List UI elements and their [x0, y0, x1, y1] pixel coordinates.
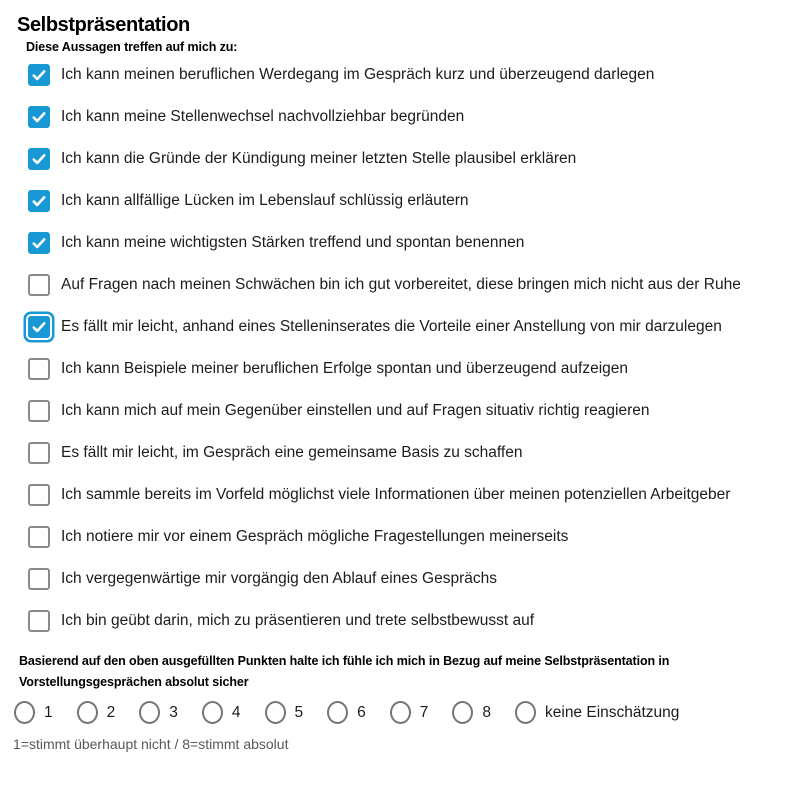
rating-option	[139, 701, 178, 724]
checklist-item	[28, 147, 775, 171]
checkbox[interactable]	[28, 484, 50, 506]
checkbox[interactable]	[28, 106, 50, 128]
checkbox[interactable]	[28, 610, 50, 632]
rating-option	[14, 701, 53, 724]
checklist-item-label: Ich notiere mir vor einem Gespräch mögliche Fragestellungen meinerseits	[61, 528, 569, 545]
checkbox[interactable]	[28, 442, 50, 464]
page-title: Selbstpräsentation	[17, 14, 190, 36]
radio-button[interactable]	[14, 701, 35, 724]
checklist-item	[28, 105, 775, 129]
checklist-item	[28, 189, 775, 213]
checkbox[interactable]	[28, 316, 50, 338]
checklist-item-label: Ich kann mich auf mein Gegenüber einstellen und auf Fragen situativ richtig reagieren	[61, 402, 650, 419]
checkbox[interactable]	[28, 232, 50, 254]
checklist-item	[28, 567, 775, 591]
rating-question: Basierend auf den oben ausgefüllten Punkten halte ich fühle ich mich in Bezug auf meine Selbstpräsentation in Vorstellungsgesprächen absolut sicher	[19, 654, 670, 689]
radio-button[interactable]	[327, 701, 348, 724]
radio-button[interactable]	[139, 701, 160, 724]
radio-label: 8	[482, 703, 491, 721]
checklist-item	[28, 609, 775, 633]
radio-label: 4	[231, 703, 241, 721]
checkmark-icon	[30, 108, 48, 126]
checklist-item	[28, 525, 775, 549]
rating-option	[77, 701, 116, 724]
checkmark-icon	[30, 234, 48, 252]
radio-button[interactable]	[265, 701, 286, 724]
checklist-item-label: Ich vergegenwärtige mir vorgängig den Ablauf eines Gesprächs	[61, 570, 497, 587]
checkmark-icon	[30, 150, 48, 168]
checklist-item-label: Ich kann die Gründe der Kündigung meiner letzten Stelle plausibel erklären	[61, 150, 577, 167]
checkmark-icon	[30, 66, 48, 84]
checklist-item	[28, 483, 775, 507]
checklist-item	[28, 63, 775, 87]
checklist-item-label: Ich sammle bereits im Vorfeld möglichst viele Informationen über meinen potenziellen Arbeitgeber	[61, 486, 731, 503]
checklist-item-label: Auf Fragen nach meinen Schwächen bin ich gut vorbereitet, diese bringen mich nicht aus der Ruhe	[61, 276, 741, 293]
checklist-item-label: Ich bin geübt darin, mich zu präsentieren und trete selbstbewusst auf	[61, 612, 535, 629]
checklist-instruction: Diese Aussagen treffen auf mich zu:	[26, 40, 238, 54]
checkbox[interactable]	[28, 358, 50, 380]
radio-button[interactable]	[452, 701, 473, 724]
checkmark-icon	[30, 318, 48, 336]
checklist-item	[28, 315, 775, 339]
checkbox[interactable]	[28, 64, 50, 86]
rating-option	[515, 701, 679, 724]
rating-legend: 1=stimmt überhaupt nicht / 8=stimmt absolut	[13, 736, 289, 752]
checklist-item	[28, 357, 775, 381]
checklist-item-label: Ich kann meinen beruflichen Werdegang im Gespräch kurz und überzeugend darlegen	[61, 66, 655, 83]
checklist-item-label: Es fällt mir leicht, im Gespräch eine gemeinsame Basis zu schaffen	[61, 444, 523, 461]
checklist-item-label: Ich kann Beispiele meiner beruflichen Erfolge spontan und überzeugend aufzeigen	[61, 360, 628, 377]
radio-label: 7	[419, 703, 429, 721]
checklist-item	[28, 399, 775, 423]
checklist-item-label: Es fällt mir leicht, anhand eines Stelleninserates die Vorteile einer Anstellung von mir darzulegen	[61, 318, 722, 335]
checkbox[interactable]	[28, 568, 50, 590]
radio-button[interactable]	[515, 701, 536, 724]
checklist-item	[28, 231, 775, 255]
checkbox[interactable]	[28, 148, 50, 170]
checkbox[interactable]	[28, 526, 50, 548]
checkbox[interactable]	[28, 190, 50, 212]
radio-button[interactable]	[77, 701, 98, 724]
radio-label: 5	[294, 703, 304, 721]
checkbox[interactable]	[28, 400, 50, 422]
checkmark-icon	[30, 192, 48, 210]
rating-option	[202, 701, 241, 724]
radio-label: 2	[106, 703, 116, 721]
rating-option	[265, 701, 304, 724]
checklist	[28, 63, 775, 633]
rating-option	[452, 701, 491, 724]
rating-options	[14, 701, 775, 724]
checklist-item-label: Ich kann meine Stellenwechsel nachvollziehbar begründen	[61, 108, 465, 125]
checklist-item-label: Ich kann allfällige Lücken im Lebenslauf schlüssig erläutern	[61, 192, 469, 209]
radio-button[interactable]	[390, 701, 411, 724]
radio-button[interactable]	[202, 701, 223, 724]
checklist-item	[28, 273, 775, 297]
checkbox[interactable]	[28, 274, 50, 296]
checklist-item	[28, 441, 775, 465]
radio-label: 3	[169, 703, 178, 721]
rating-option	[390, 701, 429, 724]
rating-option	[327, 701, 366, 724]
checklist-item-label: Ich kann meine wichtigsten Stärken treffend und spontan benennen	[61, 234, 525, 251]
radio-label: 1	[44, 703, 53, 721]
radio-label: keine Einschätzung	[545, 703, 680, 721]
radio-label: 6	[357, 703, 366, 721]
